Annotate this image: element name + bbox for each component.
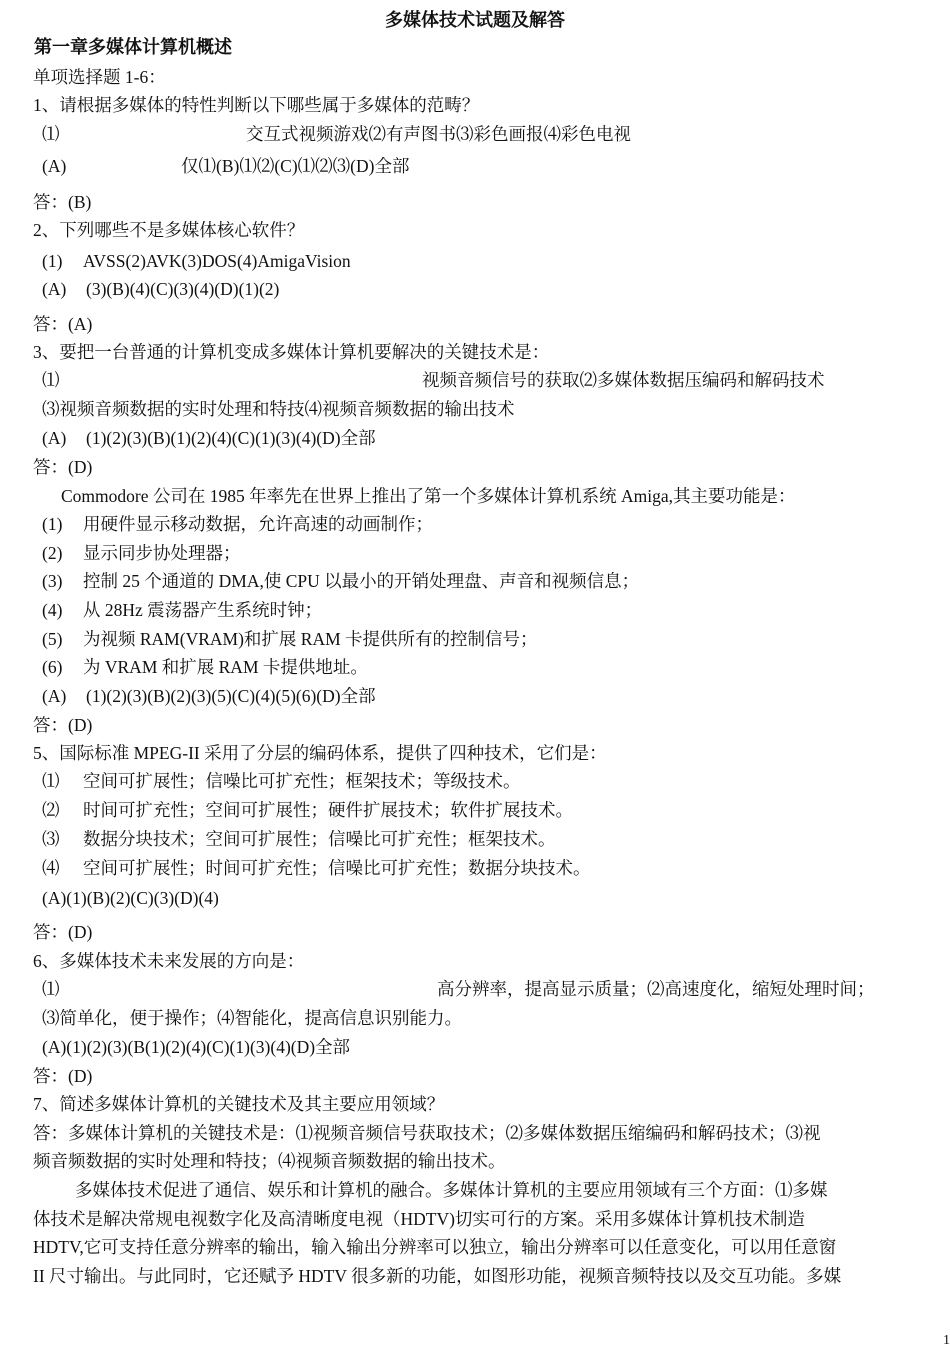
question-7-paragraph-line-1: 多媒体技术促进了通信、娱乐和计算机的融合。多媒体计算机的主要应用领域有三个方面：⑴多媒 bbox=[75, 1180, 828, 1200]
question-7-stem: 7、简述多媒体计算机的关键技术及其主要应用领域？ bbox=[33, 1094, 445, 1114]
question-6-option-number: ⑴ bbox=[42, 979, 60, 999]
document-title: 多媒体技术试题及解答 bbox=[385, 10, 565, 30]
question-1-options: 交互式视频游戏⑵有声图书⑶彩色画报⑷彩色电视 bbox=[246, 124, 631, 144]
question-4-choice-label: (A) bbox=[42, 686, 67, 706]
question-4-answer: 答：(D) bbox=[33, 715, 93, 735]
question-2-choice-label: (A) bbox=[42, 279, 67, 299]
question-7-paragraph-line-2: 体技术是解决常规电视数字化及高清晰度电视（HDTV)切实可行的方案。采用多媒体计算机技术制造 bbox=[33, 1209, 805, 1229]
question-6-options-line-2: ⑶简单化，便于操作；⑷智能化，提高信息识别能力。 bbox=[42, 1008, 462, 1028]
question-2-choices: (3)(B)(4)(C)(3)(4)(D)(1)(2) bbox=[86, 279, 280, 299]
question-2-answer: 答：(A) bbox=[33, 314, 93, 334]
question-5-choices: (A)(1)(B)(2)(C)(3)(D)(4) bbox=[42, 888, 219, 908]
question-1-answer: 答：(B) bbox=[33, 192, 92, 212]
question-3-answer: 答：(D) bbox=[33, 457, 93, 477]
question-3-options-line-2: ⑶视频音频数据的实时处理和特技⑷视频音频数据的输出技术 bbox=[42, 399, 515, 419]
question-5-item-num: ⑵ bbox=[42, 800, 60, 820]
question-5-item-num: ⑷ bbox=[42, 858, 60, 878]
question-3-option-number: ⑴ bbox=[42, 370, 60, 390]
question-5-answer: 答：(D) bbox=[33, 922, 93, 942]
question-4-item-text: 为 VRAM 和扩展 RAM 卡提供地址。 bbox=[83, 657, 368, 677]
question-3-choice-label: (A) bbox=[42, 428, 67, 448]
question-6-stem: 6、多媒体技术未来发展的方向是： bbox=[33, 951, 305, 971]
question-7-answer-line-1: 答：多媒体计算机的关键技术是：⑴视频音频信号获取技术；⑵多媒体数据压缩编码和解码技术；⑶视 bbox=[33, 1123, 821, 1143]
question-5-item-num: ⑶ bbox=[42, 829, 60, 849]
question-1-stem: 1、请根据多媒体的特性判断以下哪些属于多媒体的范畴？ bbox=[33, 95, 480, 115]
question-1-choices: 仅⑴(B)⑴⑵(C)⑴⑵⑶(D)全部 bbox=[181, 156, 410, 176]
question-3-options-line-1: 视频音频信号的获取⑵多媒体数据压编码和解码技术 bbox=[422, 370, 825, 390]
question-5-item-text: 空间可扩展性；时间可扩充性；信噪比可扩充性；数据分块技术。 bbox=[83, 858, 591, 878]
question-4-choices: (1)(2)(3)(B)(2)(3)(5)(C)(4)(5)(6)(D)全部 bbox=[86, 686, 376, 706]
question-2-options: AVSS(2)AVK(3)DOS(4)AmigaVision bbox=[83, 251, 351, 271]
question-4-item-text: 显示同步协处理器； bbox=[83, 543, 241, 563]
question-4-item-text: 用硬件显示移动数据，允许高速的动画制作； bbox=[83, 514, 433, 534]
question-5-item-num: ⑴ bbox=[42, 771, 60, 791]
question-4-item-num: (1) bbox=[42, 514, 63, 534]
question-3-stem: 3、要把一台普通的计算机变成多媒体计算机要解决的关键技术是： bbox=[33, 342, 550, 362]
question-4-item-num: (5) bbox=[42, 629, 63, 649]
question-2-stem: 2、下列哪些不是多媒体核心软件？ bbox=[33, 220, 305, 240]
question-4-item-text: 从 28Hz 震荡器产生系统时钟； bbox=[83, 600, 323, 620]
question-6-answer: 答：(D) bbox=[33, 1066, 93, 1086]
page-number: 1 bbox=[943, 1333, 950, 1348]
question-7-paragraph-line-4: II 尺寸输出。与此同时，它还赋予 HDTV 很多新的功能，如图形功能，视频音频特技以及交互功能。多媒 bbox=[33, 1266, 842, 1286]
question-2-option-number: (1) bbox=[42, 251, 63, 271]
question-5-item-text: 时间可扩充性；空间可扩展性；硬件扩展技术；软件扩展技术。 bbox=[83, 800, 573, 820]
question-4-item-text: 控制 25 个通道的 DMA,使 CPU 以最小的开销处理盘、声音和视频信息； bbox=[83, 571, 640, 591]
question-6-options-line-1: 高分辨率，提高显示质量；⑵高速度化，缩短处理时间； bbox=[437, 979, 875, 999]
question-4-item-text: 为视频 RAM(VRAM)和扩展 RAM 卡提供所有的控制信号； bbox=[83, 629, 538, 649]
question-4-item-num: (3) bbox=[42, 571, 63, 591]
question-6-choices: (A)(1)(2)(3)(B(1)(2)(4)(C)(1)(3)(4)(D)全部 bbox=[42, 1037, 351, 1057]
question-7-paragraph-line-3: HDTV,它可支持任意分辨率的输出，输入输出分辨率可以独立，输出分辨率可以任意变化，可以用任意窗 bbox=[33, 1237, 837, 1257]
question-1-option-number: ⑴ bbox=[42, 124, 60, 144]
question-4-item-num: (2) bbox=[42, 543, 63, 563]
question-5-stem: 5、国际标准 MPEG-II 采用了分层的编码体系，提供了四种技术，它们是： bbox=[33, 743, 607, 763]
question-7-answer-line-2: 频音频数据的实时处理和特技；⑷视频音频数据的输出技术。 bbox=[33, 1151, 506, 1171]
chapter-heading: 第一章多媒体计算机概述 bbox=[34, 37, 232, 57]
question-5-item-text: 数据分块技术；空间可扩展性；信噪比可扩充性；框架技术。 bbox=[83, 829, 556, 849]
question-5-item-text: 空间可扩展性；信噪比可扩充性；框架技术；等级技术。 bbox=[83, 771, 521, 791]
question-4-stem: Commodore 公司在 1985 年率先在世界上推出了第一个多媒体计算机系统 Amiga,其主要功能是： bbox=[61, 486, 796, 506]
section-heading: 单项选择题 1-6： bbox=[33, 67, 166, 87]
question-3-choices: (1)(2)(3)(B)(1)(2)(4)(C)(1)(3)(4)(D)全部 bbox=[86, 428, 376, 448]
question-1-choice-label: (A) bbox=[42, 156, 67, 176]
question-4-item-num: (4) bbox=[42, 600, 63, 620]
question-4-item-num: (6) bbox=[42, 657, 63, 677]
